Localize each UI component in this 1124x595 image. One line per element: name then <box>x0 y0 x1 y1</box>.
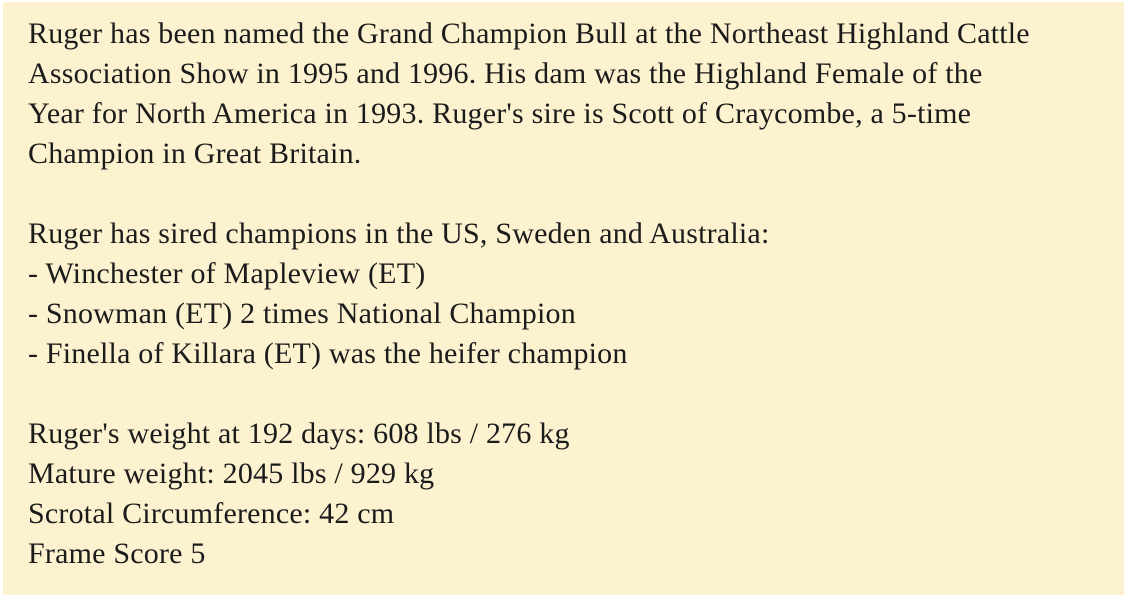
bull-description-text <box>3 2 1124 574</box>
text-line: Year for North America in 1993. Ruger's sire is Scott of Craycombe, a 5-time <box>28 97 972 130</box>
stat-weight-192-days: Ruger's weight at 192 days: 608 lbs / 276 kg <box>28 417 570 450</box>
stat-scrotal-circumference: Scrotal Circumference: 42 cm <box>28 497 395 530</box>
progeny-paragraph <box>28 214 1104 374</box>
stat-frame-score: Frame Score 5 <box>28 537 206 570</box>
list-item: - Winchester of Mapleview (ET) <box>28 257 426 290</box>
list-item: - Finella of Killara (ET) was the heifer champion <box>28 337 628 370</box>
text-line: Association Show in 1995 and 1996. His dam was the Highland Female of the <box>28 57 983 90</box>
text-line: Champion in Great Britain. <box>28 137 362 170</box>
stat-mature-weight: Mature weight: 2045 lbs / 929 kg <box>28 457 435 490</box>
stats-paragraph <box>28 414 1104 574</box>
list-item: - Snowman (ET) 2 times National Champion <box>28 297 576 330</box>
content-panel <box>3 2 1124 595</box>
intro-paragraph <box>28 14 1104 174</box>
text-line: Ruger has sired champions in the US, Sweden and Australia: <box>28 217 770 250</box>
text-line: Ruger has been named the Grand Champion Bull at the Northeast Highland Cattle <box>28 17 1030 50</box>
